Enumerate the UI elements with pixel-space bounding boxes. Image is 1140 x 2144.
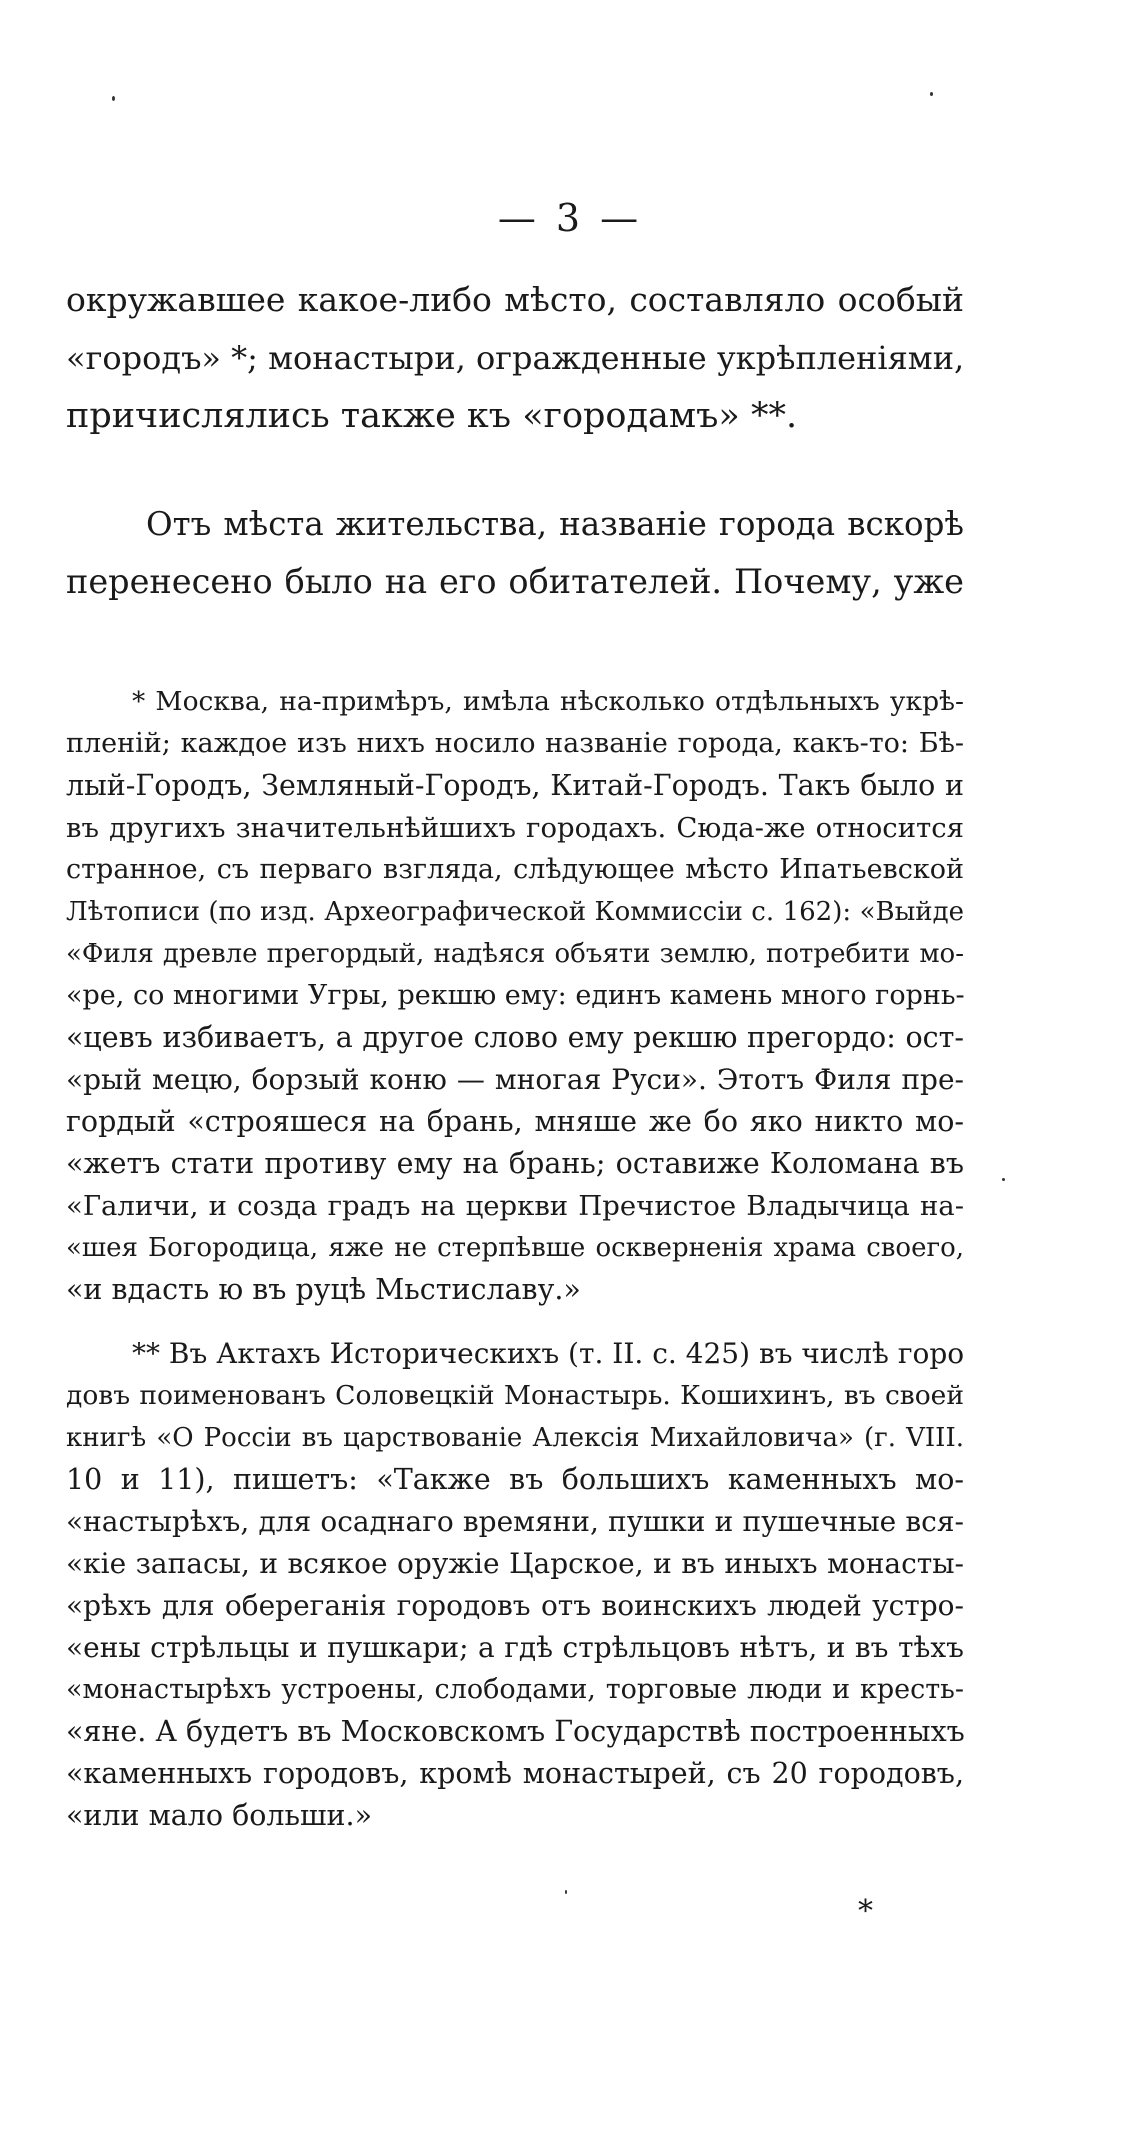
end-asterisk: * <box>858 1894 873 1929</box>
footnote-line: «настырѣхъ, для осаднаго времяни, пушки и пушечные вся- <box>66 1505 964 1538</box>
footnote-line: въ другихъ значительнѣйшихъ городахъ. Сюда-же относится <box>66 812 964 844</box>
footnote-line: странное, съ перваго взгляда, слѣдующее мѣсто Ипатьевской <box>66 854 964 885</box>
scan-speck <box>565 1890 567 1894</box>
footnote-line: книгѣ «О Россiи въ царствованiе Алексiя Михайловича» (г. VIII. <box>66 1423 964 1453</box>
footnote-line: «и вдасть ю въ руцѣ Мьстиславу.» <box>66 1273 581 1306</box>
text-line: перенесено было на его обитателей. Почему, уже <box>66 562 964 601</box>
footnote-line: 10 и 11), пишетъ: «Также въ большихъ каменныхъ мо- <box>66 1463 964 1496</box>
footnote-line: «Филя древле прегордый, надѣяся объяти землю, потребити мо- <box>66 939 964 969</box>
footnote-line: «рѣхъ для обереганiя городовъ отъ воинскихъ людей устро- <box>66 1589 964 1622</box>
footnote-line: «Галичи, и созда градъ на церкви Пречистое Владычица на- <box>66 1190 964 1222</box>
page-number: — 3 — <box>497 196 643 240</box>
scan-speck <box>930 92 933 96</box>
scan-speck <box>1002 1178 1005 1181</box>
footnote-line: Лѣтописи (по изд. Археографической Коммиссiи с. 162): «Выйде <box>66 897 964 927</box>
footnote-line: * Москва, на-примѣръ, имѣла нѣсколько отдѣльныхъ укрѣ- <box>132 686 964 717</box>
footnote-line: довъ поименованъ Соловецкiй Монастырь. Кошихинъ, въ своей <box>66 1380 964 1411</box>
text-line: Отъ мѣста жительства, названiе города вскорѣ <box>146 505 964 543</box>
footnote-line: «каменныхъ городовъ, кромѣ монастырей, съ 20 городовъ, <box>66 1757 964 1790</box>
text-line: окружавшее какое-либо мѣсто, составляло особый <box>66 280 964 319</box>
scan-speck <box>112 96 115 101</box>
footnote-line: «яне. А будетъ въ Московскомъ Государствѣ построенныхъ <box>66 1715 965 1748</box>
footnote-line: «кiе запасы, и всякое оружiе Царское, и въ иныхъ монасты- <box>66 1547 964 1580</box>
footnote-line: лый-Городъ, Земляный-Городъ, Китай-Городъ. Такъ было и <box>66 769 964 802</box>
footnote-line: пленiй; каждое изъ нихъ носило названiе города, какъ-то: Бѣ- <box>66 728 964 759</box>
footnote-line: «ре, со многими Угры, рекшю ему: единъ камень много горнь- <box>66 980 965 1011</box>
text-line: причислялись также къ «городамъ» **. <box>66 396 798 436</box>
footnote-line: «рый мецю, борзый коню — многая Руси». Этотъ Филя пре- <box>66 1063 964 1096</box>
footnote-line: «шея Богородица, яже не стерпѣвше оскверненiя храма своего, <box>66 1233 964 1263</box>
footnote-line: ** Въ Актахъ Историческихъ (т. II. с. 425) въ числѣ горо <box>132 1337 965 1370</box>
footnote-line: «ены стрѣльцы и пушкари; а гдѣ стрѣльцовъ нѣтъ, и въ тѣхъ <box>66 1631 964 1664</box>
footnote-line: «монастырѣхъ устроены, слободами, торговые люди и кресть- <box>66 1674 964 1705</box>
text-line: «городъ» *; монастыри, огражденные укрѣпленiями, <box>66 339 965 377</box>
footnote-line: «жетъ стати противу ему на брань; оставиже Коломана въ <box>66 1147 964 1180</box>
footnote-line: гордый «строяшеся на брань, мняше же бо яко никто мо- <box>66 1105 964 1138</box>
footnote-line: «цевъ избиваетъ, а другое слово ему рекшю прегордо: ост- <box>66 1021 964 1054</box>
footnote-line: «или мало больши.» <box>66 1799 372 1832</box>
